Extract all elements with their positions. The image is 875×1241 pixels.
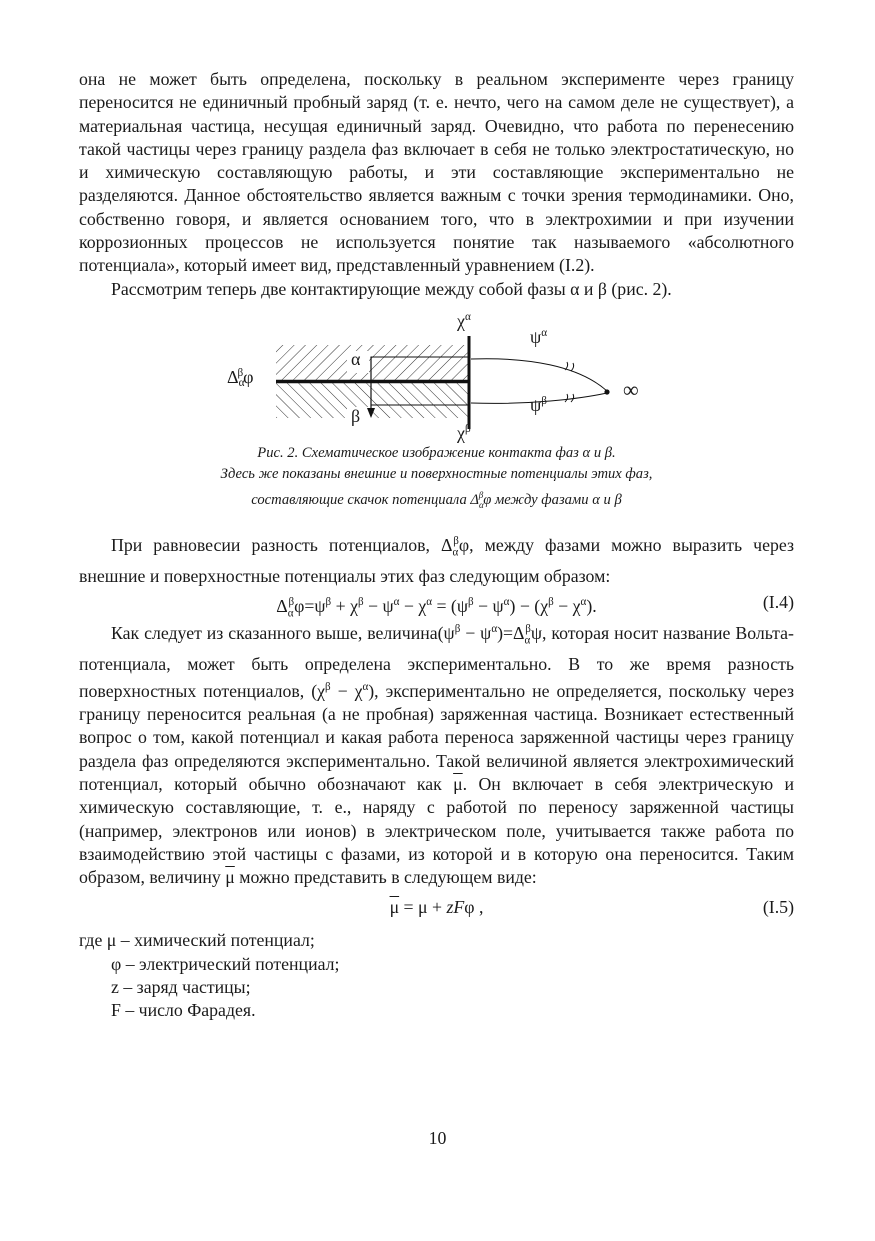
label-infinity: ∞ [623, 376, 639, 402]
equation-number-i4: (I.4) [762, 591, 794, 612]
paragraph-3: При равновесии разность потенциалов, $\Delta_\alpha^\beta\varphi$, между фазами можно выразить через внешние и поверхностные потенциалы этих фаз следующим образом: [79, 534, 795, 586]
label-delta-phi: $\Delta_\alpha^\beta\varphi$ [227, 366, 254, 389]
psi-alpha-curve [471, 359, 607, 391]
definitions-list [79, 929, 794, 1022]
definition-f: F – число Фарадея. [111, 1000, 256, 1021]
definition-mu: где μ – химический потенциал; [79, 930, 315, 951]
phase-alpha-region [276, 345, 469, 380]
label-psi-alpha: $\psi^\alpha$ [530, 326, 548, 347]
figure-caption: Рис. 2. Схематическое изображение контакта фаз α и β. Здесь же показаны внешние и поверхностные потенциалы этих фаз, составляющие скачок потенциала $\Delta_\alpha^\beta\varphi$ между фазами α и β [220, 444, 653, 510]
definition-phi: φ – электрический потенциал; [111, 953, 340, 974]
equation-number-i5: (I.5) [762, 897, 794, 918]
label-beta: β [351, 405, 361, 426]
page-number: 10 [428, 1128, 447, 1148]
paragraph-4: Как следует из сказанного выше, $величина(\psi^\beta - \psi^\alpha)=\Delta_\alpha^\beta\psi$, которая носит название Вольта-потенциала, может быть определена экспериментально. В то же время разность поверхностных потенциалов, $(\chi^\beta - \chi^\alpha)$, экспериментально не определяется, поскольку через границу переносится реальная (а не пробная) заряженная частица. Возникает естественный вопрос о том, какой потенциал и какая работа переноса заряженной частицы через границу раздела фаз определяются экспериментально. Такой величиной является электрохимический потенциал, который обычно обозначают как $\overline{\mu}$. Он включает в себя электрическую и химическую составляющие, т. е., наряду с работой по переносу заряженной частицы (например, электронов или ионов) в электрическом поле, учитывается также работа по взаимодействию этой частицы с фазами, из которой и в которую она переносится. Таким образом, величину $\overline{\mu}$ можно представить в следующем виде: [79, 622, 795, 888]
figure-2 [79, 311, 794, 441]
label-psi-beta: $\psi^\beta$ [530, 394, 547, 415]
label-chi-alpha: $\chi^\alpha$ [457, 310, 471, 331]
paragraph-1: она не может быть определена, поскольку в реальном эксперименте через границу переносится не единичный пробный заряд (т. е. нечто, чего на самом деле не существует), а материальная частица, несущая единичный заряд. Очевидно, что работа по перенесению такой частицы через границу раздела фаз включает в себя не только электростатическую, но и химическую составляющую работы, и эти составляющие экспериментально не разделяются. Данное обстоятельство является важным с точки зрения термодинамики. Оно, собственно говоря, и является основанием того, что в электрохимии и при изучении коррозионных процессов не используется понятие так называемого «абсолютного потенциала», который имеет вид, представленный уравнением (I.2). [79, 69, 794, 276]
label-alpha: α [351, 348, 361, 369]
equation-i4: $\Delta_\alpha^\beta\varphi=\psi^\beta + \chi^\beta - \psi^\alpha - \chi^\alpha = (\psi^\beta - \psi^\alpha) - (\chi^\beta - \chi^\alpha)$. (I.4) [79, 588, 794, 616]
label-chi-beta: $\chi^\beta$ [457, 422, 471, 443]
paragraph-2: Рассмотрим теперь две контактирующие между собой фазы α и β (рис. 2). [111, 278, 672, 299]
equation-i5: $\overline{\mu} = \mu + zF\varphi$ , (I.5) [79, 893, 794, 921]
infinity-point [604, 389, 609, 394]
page-content [79, 68, 794, 1023]
definition-z: z – заряд частицы; [111, 977, 251, 998]
phase-contact-diagram [79, 311, 794, 441]
